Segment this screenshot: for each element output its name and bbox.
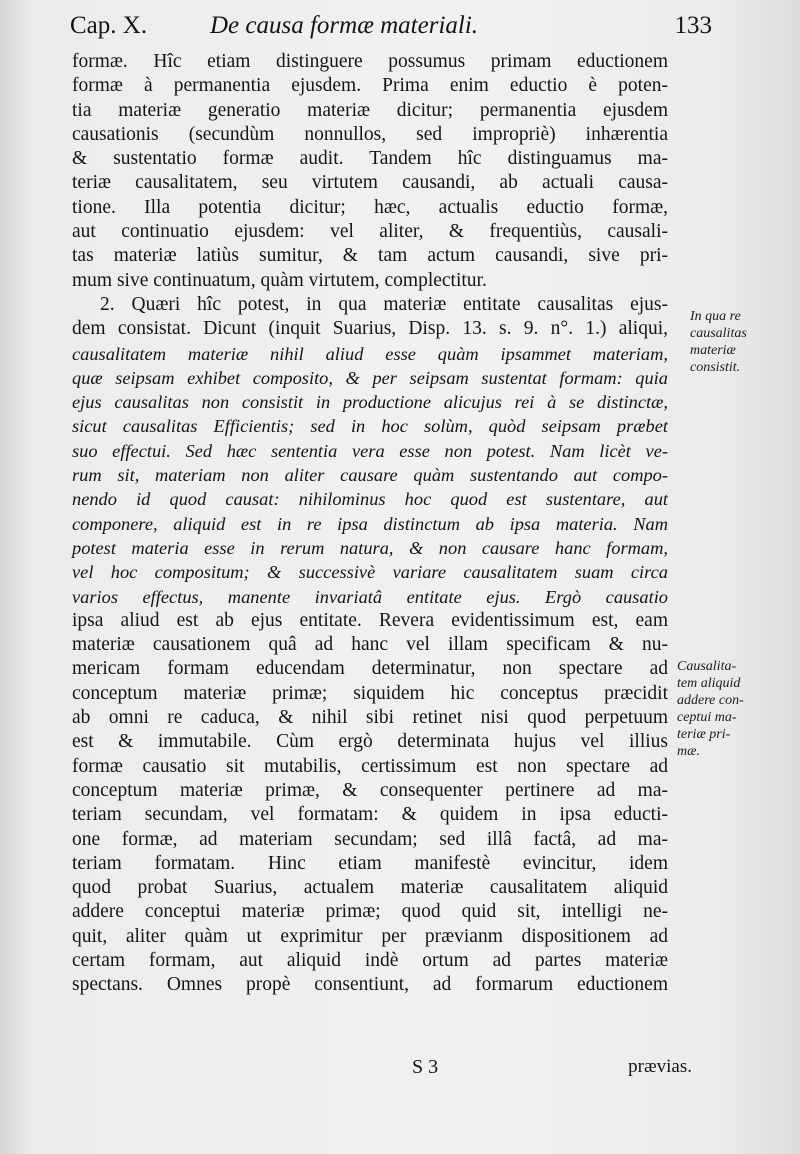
text-line: ab omni re caduca, & nihil sibi retinet nisi quod perpetuum (72, 707, 668, 729)
running-title: De causa formæ materiali. (210, 12, 479, 39)
margin-note-causalitas (690, 308, 790, 376)
margin-note-line: causalitas (690, 326, 747, 341)
text-line: materiæ causationem quâ ad hanc vel illam specificam & nu- (72, 634, 668, 656)
text-line: tione. Illa potentia dicitur; hæc, actualis eductio formæ, (72, 196, 668, 218)
page-footer (72, 1056, 692, 1086)
text-line: teriæ causalitatem, seu virtutem causandi, ab actuali causa- (72, 172, 668, 194)
page-number: 133 (674, 12, 712, 39)
text-line: certam formam, aut aliquid indè ortum ad partes materiæ (72, 949, 668, 971)
text-line: teriam formatam. Hinc etiam manifestè evincitur, idem (72, 852, 668, 874)
text-line: tia materiæ generatio materiæ dicitur; permanentia ejusdem (72, 99, 668, 121)
quotation-line: nendo id quod causat: nihilominus hoc quod est sustentare, aut (72, 489, 668, 510)
running-header (70, 12, 720, 52)
quotation-line: causalitatem materiæ nihil aliud esse quàm ipsammet materiam, (72, 343, 668, 364)
paragraph-start-line: 2. Quæri hîc potest, in qua materiæ entitate causalitas ejus- (100, 293, 668, 315)
text-line: formæ à permanentia ejusdem. Prima enim eductio è poten- (72, 75, 668, 97)
text-line: formæ. Hîc etiam distinguere possumus primam eductionem (72, 51, 668, 72)
text-line: est & immutabile. Cùm ergò determinata hujus vel illius (72, 731, 668, 753)
text-line: ipsa aliud est ab ejus entitate. Revera evidentissimum est, eam (72, 609, 668, 631)
text-line: teriam secundam, vel formatam: & quidem in ipsa educti- (72, 804, 668, 826)
text-line: dem consistat. Dicunt (inquit Suarius, Disp. 13. s. 9. n°. 1.) aliqui, (72, 318, 668, 340)
margin-note-line: In qua re (690, 309, 741, 324)
text-line: conceptum materiæ primæ, & consequenter pertinere ad ma- (72, 779, 668, 801)
quotation-line: componere, aliquid est in re ipsa distinctum ab ipsa materia. Nam (72, 513, 668, 534)
text-line: quod probat Suarius, actualem materiæ causalitatem aliquid (72, 877, 668, 899)
text-line: spectans. Omnes propè consentiunt, ad formarum eductionem (72, 974, 668, 996)
quotation-line: quæ seipsam exhibet composito, & per seipsam sustentat formam: quia (72, 367, 668, 388)
quotation-line: suo effectui. Sed hæc sententia vera esse non potest. Nam licèt ve- (72, 440, 668, 461)
text-line: conceptum materiæ primæ; siquidem hic conceptus præcidit (72, 682, 668, 704)
quotation-line: sicut causalitas Efficientis; sed in hoc solùm, quòd seipsam præbet (72, 416, 668, 437)
quotation-line: varios effectus, manente invariatâ entitate ejus. Ergò causatio (72, 586, 668, 607)
text-line: mericam formam educendam determinatur, non spectare ad (72, 658, 668, 680)
main-text (72, 50, 668, 998)
text-line: aut continuatio ejusdem: vel aliter, & frequentiùs, causali- (72, 221, 668, 243)
quotation-line: vel hoc compositum; & successivè variare causalitatem suam circa (72, 562, 668, 583)
signature-mark: S 3 (412, 1056, 439, 1078)
margin-note-line: mæ. (677, 744, 700, 759)
text-line: addere conceptui materiæ primæ; quod quid sit, intelligi ne- (72, 901, 668, 923)
margin-note-line: Causalita- (677, 659, 737, 674)
margin-note-line: materiæ (690, 343, 736, 358)
margin-note-line: addere con- (677, 693, 744, 708)
text-line: formæ causatio sit mutabilis, certissimum est non spectare ad (72, 755, 668, 777)
margin-note-conceptui (677, 658, 787, 760)
quotation-line: ejus causalitas non consistit in productione alicujus rei à se distinctæ, (72, 392, 668, 413)
margin-note-line: consistit. (690, 360, 741, 375)
text-line: & sustentatio formæ audit. Tandem hîc distinguamus ma- (72, 148, 668, 170)
chapter-label: Cap. X. (70, 12, 148, 39)
text-line: quit, aliter quàm ut exprimitur per prævianm dispositionem ad (72, 925, 668, 947)
text-line: one formæ, ad materiam secundam; sed illâ factâ, ad ma- (72, 828, 668, 850)
margin-note-line: tem aliquid (677, 676, 741, 691)
text-line: causationis (secundùm nonnullos, sed impropriè) inhærentia (72, 123, 668, 145)
quotation-line: potest materia esse in rerum natura, & non causare hanc formam, (72, 537, 668, 558)
text-line: mum sive continuatum, quàm virtutem, complectitur. (72, 269, 487, 291)
quotation-line: rum sit, materiam non aliter causare quàm sustentando aut compo- (72, 465, 668, 486)
catchword: prævias. (628, 1056, 692, 1077)
margin-note-line: ceptui ma- (677, 710, 737, 725)
margin-note-line: teriæ pri- (677, 727, 731, 742)
text-line: tas materiæ latiùs sumitur, & tam actum causandi, sive pri- (72, 245, 668, 267)
